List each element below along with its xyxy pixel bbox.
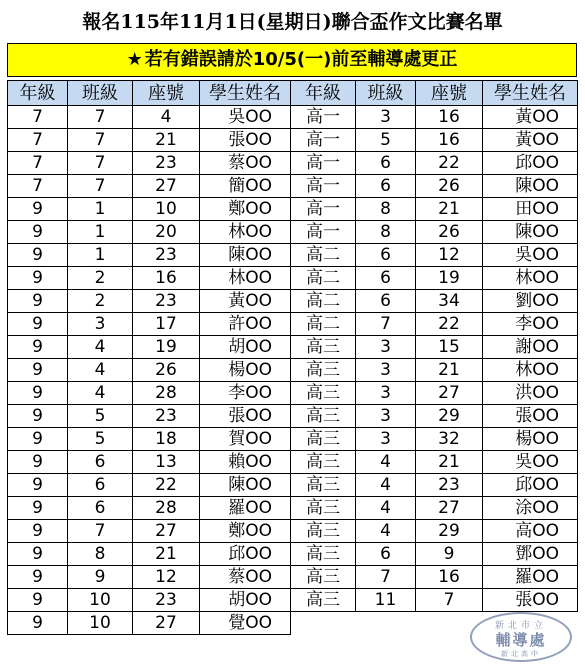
table-row (8, 152, 291, 175)
student-name-cell: 陳OO (200, 244, 291, 267)
seat-cell: 26 (416, 221, 483, 244)
table-row (8, 612, 291, 635)
class-cell: 3 (68, 313, 133, 336)
student-name-cell: 邱OO (483, 474, 578, 497)
class-cell: 2 (68, 267, 133, 290)
grade-cell: 高三 (291, 405, 356, 428)
class-cell: 5 (68, 405, 133, 428)
grade-cell: 9 (8, 520, 68, 543)
grade-cell: 高三 (291, 428, 356, 451)
table-row (8, 267, 291, 290)
seat-cell: 17 (133, 313, 200, 336)
seat-cell: 12 (133, 566, 200, 589)
student-name-cell: 吳OO (483, 244, 578, 267)
class-cell: 8 (68, 543, 133, 566)
seat-cell: 21 (416, 451, 483, 474)
student-name-cell: 賀OO (200, 428, 291, 451)
table-row (8, 382, 291, 405)
column-header-class: 班級 (68, 81, 133, 106)
grade-cell: 7 (8, 106, 68, 129)
student-name-cell: 陳OO (483, 175, 578, 198)
table-row (291, 497, 578, 520)
class-cell: 7 (356, 313, 416, 336)
grade-cell: 9 (8, 474, 68, 497)
table-row (8, 221, 291, 244)
seat-cell: 12 (416, 244, 483, 267)
grade-cell: 高三 (291, 359, 356, 382)
grade-cell: 9 (8, 382, 68, 405)
class-cell: 8 (356, 221, 416, 244)
class-cell: 6 (68, 474, 133, 497)
student-name-cell: 吳OO (200, 106, 291, 129)
seat-cell: 7 (416, 589, 483, 612)
school-seal-stamp (470, 612, 572, 662)
class-cell: 6 (68, 451, 133, 474)
class-cell: 1 (68, 198, 133, 221)
seat-cell: 32 (416, 428, 483, 451)
roster-table-right (290, 80, 578, 612)
grade-cell: 9 (8, 497, 68, 520)
table-row (8, 520, 291, 543)
class-cell: 4 (356, 451, 416, 474)
class-cell: 6 (68, 497, 133, 520)
seat-cell: 23 (133, 244, 200, 267)
table-row (8, 313, 291, 336)
seat-cell: 27 (133, 520, 200, 543)
grade-cell: 高二 (291, 244, 356, 267)
column-header-student-name: 學生姓名 (483, 81, 578, 106)
grade-cell: 高三 (291, 497, 356, 520)
student-name-cell: 邱OO (483, 152, 578, 175)
grade-cell: 9 (8, 428, 68, 451)
student-name-cell: 李OO (200, 382, 291, 405)
student-name-cell: 楊OO (483, 428, 578, 451)
seat-cell: 16 (416, 566, 483, 589)
grade-cell: 高一 (291, 198, 356, 221)
grade-cell: 7 (8, 152, 68, 175)
student-name-cell: 邱OO (200, 543, 291, 566)
seat-cell: 26 (133, 359, 200, 382)
seat-cell: 21 (416, 198, 483, 221)
seat-cell: 4 (133, 106, 200, 129)
class-cell: 7 (68, 129, 133, 152)
class-cell: 3 (356, 336, 416, 359)
seat-cell: 13 (133, 451, 200, 474)
table-row (291, 267, 578, 290)
class-cell: 6 (356, 267, 416, 290)
table-row (291, 290, 578, 313)
student-name-cell: 田OO (483, 198, 578, 221)
seat-cell: 27 (416, 382, 483, 405)
class-cell: 1 (68, 244, 133, 267)
seat-cell: 16 (416, 106, 483, 129)
table-row (291, 589, 578, 612)
table-row (291, 566, 578, 589)
class-cell: 2 (68, 290, 133, 313)
grade-cell: 9 (8, 359, 68, 382)
star-icon: ★ (126, 49, 143, 70)
table-row (291, 451, 578, 474)
class-cell: 3 (356, 428, 416, 451)
header-row (8, 81, 291, 106)
student-name-cell: 鄭OO (200, 198, 291, 221)
seat-cell: 9 (416, 543, 483, 566)
class-cell: 6 (356, 175, 416, 198)
grade-cell: 9 (8, 451, 68, 474)
table-row (8, 198, 291, 221)
student-name-cell: 洪OO (483, 382, 578, 405)
class-cell: 7 (68, 106, 133, 129)
table-row (291, 336, 578, 359)
seat-cell: 18 (133, 428, 200, 451)
grade-cell: 高一 (291, 106, 356, 129)
table-row (8, 566, 291, 589)
seat-cell: 23 (133, 589, 200, 612)
seat-cell: 29 (416, 520, 483, 543)
grade-cell: 9 (8, 405, 68, 428)
table-row (291, 152, 578, 175)
table-row (8, 244, 291, 267)
grade-cell: 高三 (291, 589, 356, 612)
grade-cell: 高二 (291, 290, 356, 313)
grade-cell: 9 (8, 290, 68, 313)
table-row (8, 497, 291, 520)
seat-cell: 19 (416, 267, 483, 290)
student-name-cell: 李OO (483, 313, 578, 336)
seat-cell: 21 (133, 543, 200, 566)
seat-cell: 19 (133, 336, 200, 359)
header-row (291, 81, 578, 106)
seat-cell: 21 (133, 129, 200, 152)
class-cell: 5 (356, 129, 416, 152)
grade-cell: 9 (8, 566, 68, 589)
student-name-cell: 張OO (200, 405, 291, 428)
table-row (8, 290, 291, 313)
class-cell: 4 (356, 497, 416, 520)
grade-cell: 高一 (291, 221, 356, 244)
class-cell: 10 (68, 612, 133, 635)
seat-cell: 23 (416, 474, 483, 497)
class-cell: 5 (68, 428, 133, 451)
grade-cell: 高三 (291, 382, 356, 405)
class-cell: 6 (356, 244, 416, 267)
seat-cell: 10 (133, 198, 200, 221)
table-row (291, 198, 578, 221)
seat-cell: 27 (133, 612, 200, 635)
grade-cell: 9 (8, 198, 68, 221)
stamp-line-2: 輔導處 (495, 631, 547, 649)
column-header-class: 班級 (356, 81, 416, 106)
grade-cell: 高一 (291, 175, 356, 198)
seat-cell: 16 (133, 267, 200, 290)
seat-cell: 23 (133, 290, 200, 313)
grade-cell: 高三 (291, 336, 356, 359)
column-header-grade: 年級 (291, 81, 356, 106)
table-row (291, 359, 578, 382)
student-name-cell: 覺OO (200, 612, 291, 635)
class-cell: 6 (356, 290, 416, 313)
grade-cell: 高三 (291, 543, 356, 566)
class-cell: 4 (68, 359, 133, 382)
student-name-cell: 張OO (200, 129, 291, 152)
table-row (291, 428, 578, 451)
seat-cell: 23 (133, 405, 200, 428)
table-row (8, 359, 291, 382)
grade-cell: 高三 (291, 474, 356, 497)
student-name-cell: 陳OO (483, 221, 578, 244)
class-cell: 6 (356, 543, 416, 566)
grade-cell: 9 (8, 221, 68, 244)
grade-cell: 9 (8, 313, 68, 336)
seat-cell: 22 (416, 313, 483, 336)
class-cell: 1 (68, 221, 133, 244)
table-row (291, 106, 578, 129)
table-row (8, 589, 291, 612)
student-name-cell: 蔡OO (200, 152, 291, 175)
student-name-cell: 吳OO (483, 451, 578, 474)
student-name-cell: 黃OO (483, 129, 578, 152)
student-name-cell: 劉OO (483, 290, 578, 313)
student-name-cell: 謝OO (483, 336, 578, 359)
grade-cell: 9 (8, 267, 68, 290)
seat-cell: 34 (416, 290, 483, 313)
student-name-cell: 羅OO (200, 497, 291, 520)
class-cell: 4 (68, 336, 133, 359)
grade-cell: 9 (8, 543, 68, 566)
column-header-grade: 年級 (8, 81, 68, 106)
table-row (8, 474, 291, 497)
seat-cell: 29 (416, 405, 483, 428)
table-row (8, 106, 291, 129)
student-name-cell: 黃OO (200, 290, 291, 313)
student-name-cell: 高OO (483, 520, 578, 543)
student-name-cell: 蔡OO (200, 566, 291, 589)
table-row (291, 221, 578, 244)
table-row (8, 428, 291, 451)
grade-cell: 9 (8, 612, 68, 635)
table-row (291, 474, 578, 497)
notice-text: 若有錯誤請於10/5(一)前至輔導處更正 (144, 49, 458, 70)
student-name-cell: 賴OO (200, 451, 291, 474)
table-row (8, 405, 291, 428)
table-row (8, 451, 291, 474)
seat-cell: 15 (416, 336, 483, 359)
table-row (8, 175, 291, 198)
seat-cell: 21 (416, 359, 483, 382)
student-name-cell: 涂OO (483, 497, 578, 520)
stamp-line-1: 新北市立 (494, 621, 547, 631)
grade-cell: 高三 (291, 566, 356, 589)
student-name-cell: 簡OO (200, 175, 291, 198)
table-row (291, 244, 578, 267)
seat-cell: 22 (416, 152, 483, 175)
column-header-student-name: 學生姓名 (200, 81, 291, 106)
student-name-cell: 許OO (200, 313, 291, 336)
class-cell: 9 (68, 566, 133, 589)
class-cell: 10 (68, 589, 133, 612)
table-row (291, 175, 578, 198)
class-cell: 7 (68, 175, 133, 198)
seat-cell: 23 (133, 152, 200, 175)
student-name-cell: 鄭OO (200, 520, 291, 543)
seat-cell: 27 (133, 175, 200, 198)
student-name-cell: 鄧OO (483, 543, 578, 566)
grade-cell: 7 (8, 175, 68, 198)
table-row (8, 336, 291, 359)
student-name-cell: 張OO (483, 589, 578, 612)
class-cell: 4 (68, 382, 133, 405)
class-cell: 4 (356, 520, 416, 543)
seat-cell: 20 (133, 221, 200, 244)
class-cell: 6 (356, 152, 416, 175)
student-name-cell: 羅OO (483, 566, 578, 589)
student-name-cell: 胡OO (200, 589, 291, 612)
student-name-cell: 林OO (200, 267, 291, 290)
grade-cell: 高二 (291, 313, 356, 336)
seat-cell: 28 (133, 497, 200, 520)
student-name-cell: 黃OO (483, 106, 578, 129)
seat-cell: 28 (133, 382, 200, 405)
seat-cell: 26 (416, 175, 483, 198)
student-name-cell: 楊OO (200, 359, 291, 382)
seat-cell: 16 (416, 129, 483, 152)
grade-cell: 高一 (291, 152, 356, 175)
grade-cell: 高二 (291, 267, 356, 290)
grade-cell: 高三 (291, 520, 356, 543)
grade-cell: 7 (8, 129, 68, 152)
column-header-seat: 座號 (416, 81, 483, 106)
stamp-line-3: 新北高中 (501, 650, 541, 658)
student-name-cell: 林OO (483, 267, 578, 290)
table-row (8, 543, 291, 566)
table-row (291, 382, 578, 405)
column-header-seat: 座號 (133, 81, 200, 106)
class-cell: 3 (356, 106, 416, 129)
student-name-cell: 陳OO (200, 474, 291, 497)
notice-banner (7, 43, 577, 77)
class-cell: 3 (356, 382, 416, 405)
grade-cell: 9 (8, 244, 68, 267)
class-cell: 7 (68, 152, 133, 175)
page-title: 報名115年11月1日(星期日)聯合盃作文比賽名單 (82, 11, 503, 33)
class-cell: 3 (356, 405, 416, 428)
class-cell: 8 (356, 198, 416, 221)
student-name-cell: 林OO (200, 221, 291, 244)
grade-cell: 高一 (291, 129, 356, 152)
grade-cell: 高三 (291, 451, 356, 474)
table-row (8, 129, 291, 152)
table-row (291, 543, 578, 566)
grade-cell: 9 (8, 336, 68, 359)
class-cell: 4 (356, 474, 416, 497)
student-name-cell: 胡OO (200, 336, 291, 359)
class-cell: 7 (68, 520, 133, 543)
table-row (291, 520, 578, 543)
student-name-cell: 張OO (483, 405, 578, 428)
class-cell: 3 (356, 359, 416, 382)
table-row (291, 129, 578, 152)
class-cell: 11 (356, 589, 416, 612)
roster-table-left (7, 80, 291, 635)
seat-cell: 22 (133, 474, 200, 497)
class-cell: 7 (356, 566, 416, 589)
table-row (291, 405, 578, 428)
seat-cell: 27 (416, 497, 483, 520)
grade-cell: 9 (8, 589, 68, 612)
student-name-cell: 林OO (483, 359, 578, 382)
table-row (291, 313, 578, 336)
